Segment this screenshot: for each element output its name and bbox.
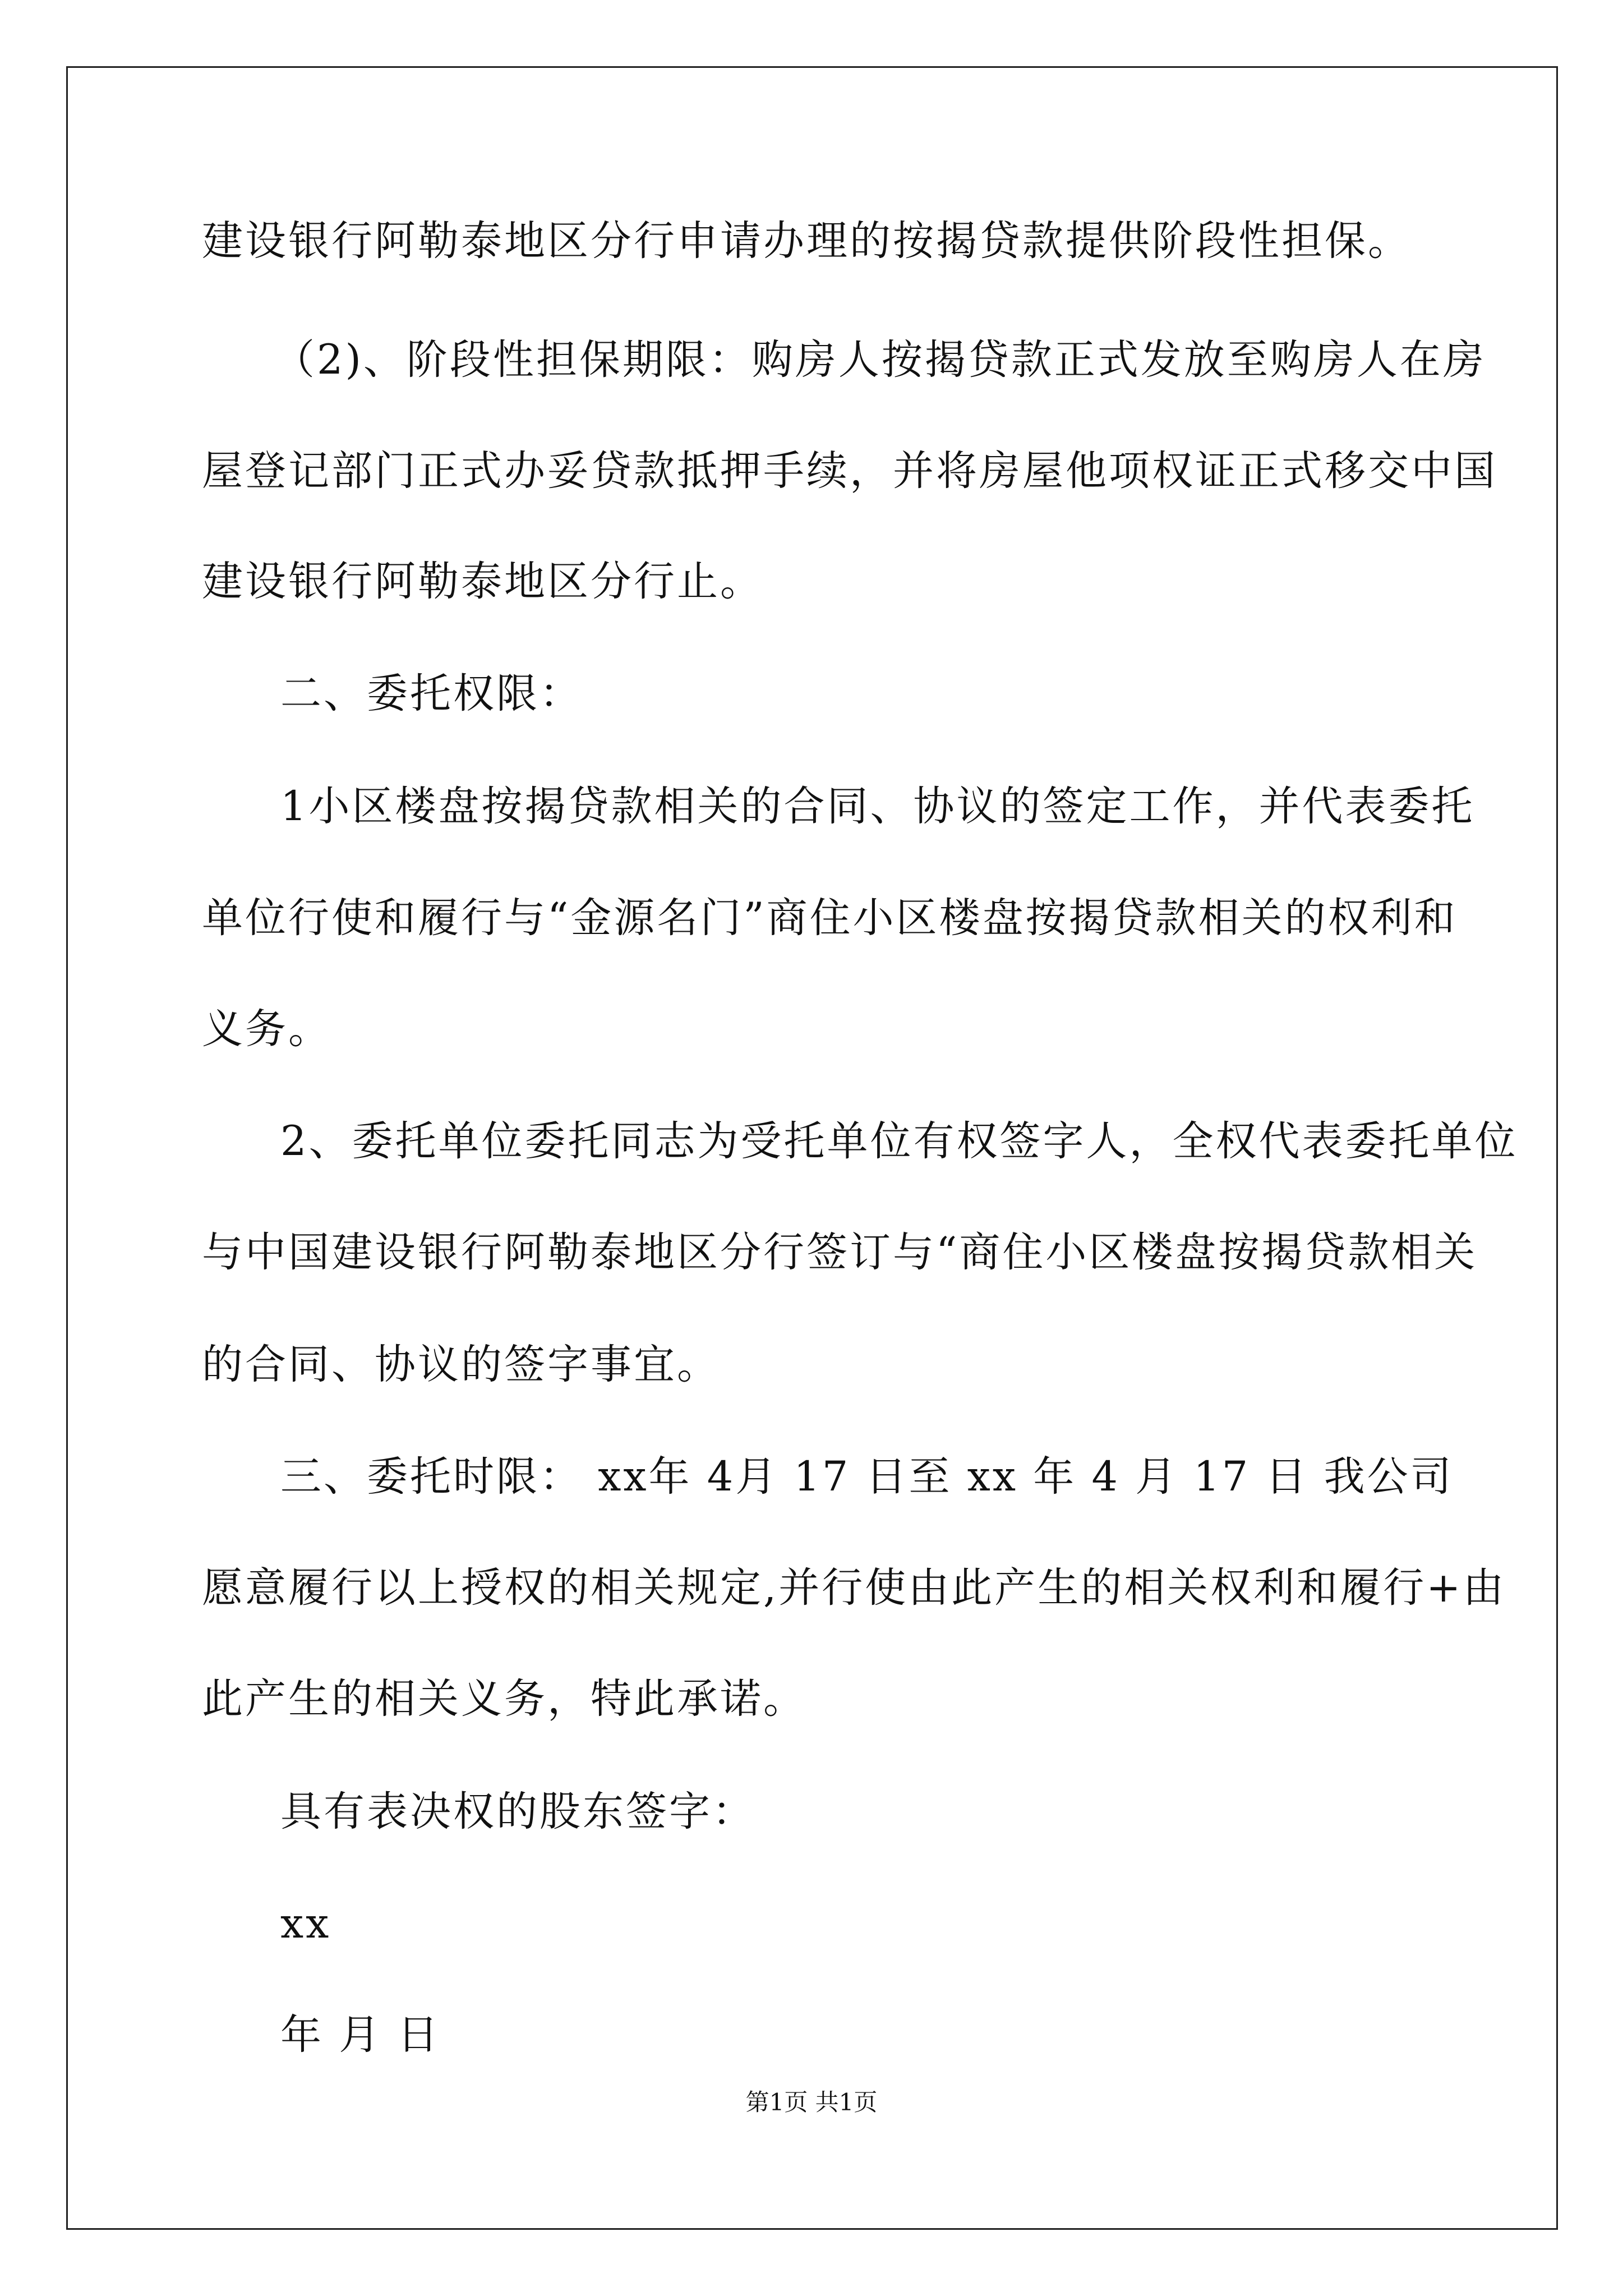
section-heading: 二、委托权限：: [280, 670, 583, 717]
text-line: 愿意履行以上授权的相关规定,并行使由此产生的相关权利和履行+由: [202, 1564, 1506, 1612]
page-number-footer: 第1页 共1页: [745, 2088, 878, 2116]
text-line: 建设银行阿勒泰地区分行止。: [202, 558, 763, 605]
text-line: 单位行使和履行与“金源名门”商住小区楼盘按揭贷款相关的权利和: [202, 894, 1458, 942]
text-line: （2)、阶段性担保期限：购房人按揭贷款正式发放至购房人在房: [274, 336, 1486, 384]
text-line: 的合同、协议的签字事宜。: [202, 1341, 720, 1388]
text-line: 与中国建设银行阿勒泰地区分行签订与“商住小区楼盘按揭贷款相关: [202, 1228, 1478, 1276]
signature-label: 具有表决权的股东签字：: [280, 1788, 755, 1835]
text-line: 义务。: [202, 1005, 331, 1053]
text-line: 此产生的相关义务，特此承诺。: [202, 1675, 806, 1723]
text-line: 三、委托时限： xx年 4月 17 日至 xx 年 4 月 17 日 我公司: [280, 1453, 1454, 1501]
signature-date: 年 月 日: [280, 2011, 441, 2059]
text-line: 屋登记部门正式办妥贷款抵押手续，并将房屋他项权证正式移交中国: [202, 447, 1497, 495]
signature-name: xx: [280, 1900, 331, 1948]
text-line: 2、委托单位委托同志为受托单位有权签字人，全权代表委托单位: [280, 1117, 1518, 1165]
text-line: 建设银行阿勒泰地区分行申请办理的按揭贷款提供阶段性担保。: [202, 217, 1411, 265]
text-line: 1小区楼盘按揭贷款相关的合同、协议的签定工作，并代表委托: [280, 783, 1475, 830]
